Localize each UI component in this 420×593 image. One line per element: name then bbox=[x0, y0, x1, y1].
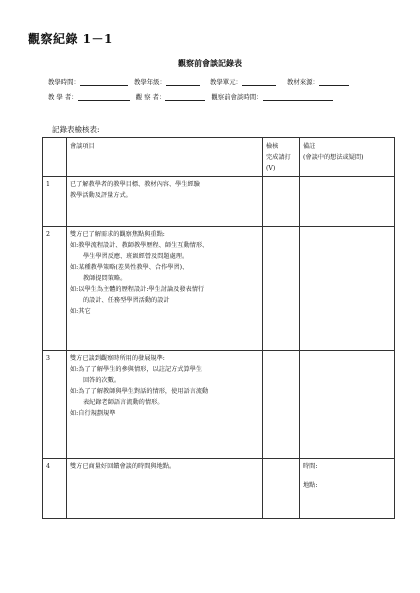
header-note-line: (會談中的想法或疑問) bbox=[303, 154, 364, 161]
item-line: 雙方已談到觀察時所用的發展規準: bbox=[70, 355, 165, 362]
item-line: 教學活動及評量方式。 bbox=[70, 192, 132, 199]
form-title: 觀察前會談記錄表 bbox=[178, 58, 242, 68]
header-note-line: 備註 bbox=[303, 143, 316, 150]
item-line: 已了解教學者的教學目標、教材內容、學生經驗 bbox=[70, 181, 200, 188]
row-number: 2 bbox=[43, 227, 67, 351]
row-number: 3 bbox=[43, 351, 67, 459]
item-line: 如:為了了解教師與學生對話的情形，使用語言流動 bbox=[70, 388, 209, 395]
section-label: 記錄表檢核表: bbox=[52, 125, 100, 134]
item-line: 如:其它 bbox=[70, 308, 91, 315]
item-line: 回答的次數。 bbox=[83, 377, 121, 384]
note-cell[interactable] bbox=[300, 351, 395, 459]
header-check-line: (V) bbox=[266, 165, 276, 172]
table-header-row bbox=[43, 138, 395, 177]
table-row bbox=[43, 177, 395, 227]
info-row-2 bbox=[48, 92, 337, 101]
check-cell[interactable] bbox=[263, 227, 300, 351]
info-row-1 bbox=[48, 77, 353, 86]
source-blank[interactable] bbox=[319, 78, 349, 86]
item-line: 雙方已商量好回饋會談的時間與地點。 bbox=[70, 463, 176, 470]
item-line: 如:教學流程設計、教師教學歷程、師生互動情形、 bbox=[70, 242, 209, 249]
header-check bbox=[263, 138, 300, 177]
label-source: 教材來源： bbox=[287, 78, 319, 86]
meeting-time-blank[interactable] bbox=[263, 93, 333, 101]
label-meeting-time: 觀察前會談時間： bbox=[211, 93, 263, 101]
table-row bbox=[43, 351, 395, 459]
label-teacher: 教 學 者： bbox=[48, 93, 78, 101]
note-cell[interactable] bbox=[300, 177, 395, 227]
row-item bbox=[67, 351, 263, 459]
header-item-label: 會談項目 bbox=[70, 143, 95, 150]
header-note bbox=[300, 138, 395, 177]
header-check-line: 檢核 bbox=[266, 143, 279, 150]
row-number: 1 bbox=[43, 177, 67, 227]
item-line: 表紀錄老師語言流動的情形。 bbox=[83, 399, 164, 406]
label-grade: 教學年級： bbox=[134, 78, 166, 86]
label-unit: 教學單元： bbox=[210, 78, 242, 86]
note-spacer bbox=[303, 472, 391, 480]
header-item bbox=[67, 138, 263, 177]
check-cell[interactable] bbox=[263, 177, 300, 227]
item-line: 如:為了了解學生的參與情形，以註記方式算學生 bbox=[70, 366, 203, 373]
teach-time-blank[interactable] bbox=[80, 78, 128, 86]
checklist-table bbox=[42, 137, 395, 519]
item-line: 的設計、任務型學習活動的設計 bbox=[83, 297, 170, 304]
check-cell[interactable] bbox=[263, 351, 300, 459]
item-line: 學生學習反應、班級經營及問題處理。 bbox=[83, 253, 189, 260]
header-check-line: 完成請打 bbox=[266, 154, 291, 161]
table-row bbox=[43, 227, 395, 351]
row-item bbox=[67, 177, 263, 227]
item-line: 教師提問策略。 bbox=[83, 275, 127, 282]
unit-blank[interactable] bbox=[242, 78, 276, 86]
header-number-cell bbox=[43, 138, 67, 177]
row-number: 4 bbox=[43, 459, 67, 519]
table-row bbox=[43, 459, 395, 519]
note-cell[interactable] bbox=[300, 227, 395, 351]
item-line: 如:以學生為主體的歷程設計:學生討論及發表情行 bbox=[70, 286, 205, 293]
item-line: 雙方已了解需求的觀察焦點與重點: bbox=[70, 231, 165, 238]
note-time-label: 時間: bbox=[303, 463, 318, 470]
observer-blank[interactable] bbox=[165, 93, 205, 101]
item-line: 如:某種教學策略(差異性教學、合作學習)、 bbox=[70, 264, 189, 271]
item-line: 如:自行規劃規準 bbox=[70, 410, 116, 417]
record-heading: 觀察紀錄 1－1 bbox=[28, 32, 113, 46]
row-item bbox=[67, 227, 263, 351]
note-cell[interactable] bbox=[300, 459, 395, 519]
label-observer: 觀 察 者： bbox=[135, 93, 166, 101]
row-item bbox=[67, 459, 263, 519]
check-cell[interactable] bbox=[263, 459, 300, 519]
grade-blank[interactable] bbox=[166, 78, 200, 86]
label-teach-time: 教學時間： bbox=[48, 78, 80, 86]
teacher-blank[interactable] bbox=[78, 93, 130, 101]
note-place-label: 地點: bbox=[303, 482, 318, 489]
